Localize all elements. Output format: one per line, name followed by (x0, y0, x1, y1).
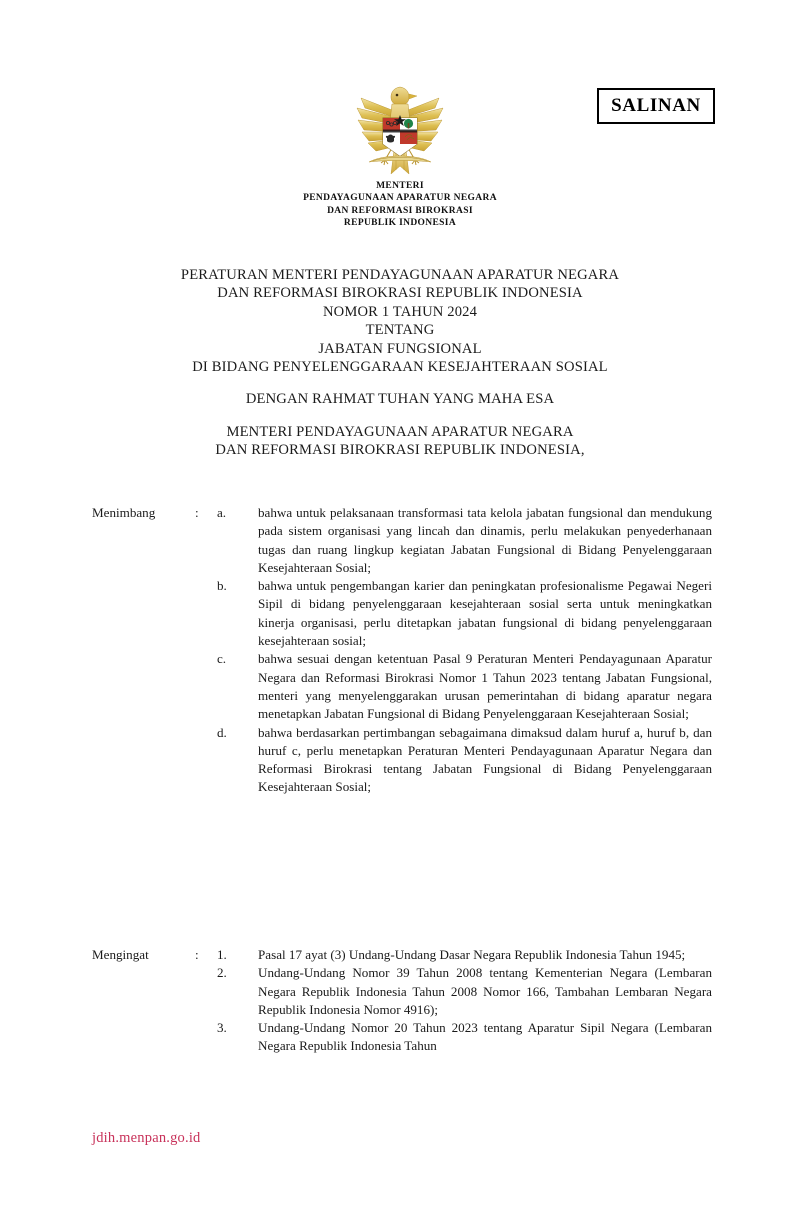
menimbang-text-c: bahwa sesuai dengan ketentuan Pasal 9 Peraturan Menteri Pendayagunaan Aparatur Negara dan Reformasi Birokrasi Nomor 1 Tahun 2023 tentang Jabatan Fungsional, menteri yang menyelenggarakan urusan pemerintahan di bidang aparatur negara menetapkan Jabatan Fungsional di Bidang Penyelenggaraan Kesejahteraan Sosial; (258, 651, 712, 722)
title-line-1: PERATURAN MENTERI PENDAYAGUNAAN APARATUR NEGARA (180, 267, 620, 283)
ministry-header-line-1: MENTERI (376, 181, 424, 191)
ministry-header (0, 180, 800, 230)
menimbang-text-b: bahwa untuk pengembangan karier dan peningkatan profesionalisme Pegawai Negeri Sipil di bidang penyelenggaraan kesejahteraan sosial serta untuk meningkatkan kinerja organisasi, perlu ditetapkan jabatan fungsional di bidang penyelenggaraan kesejahteraan sosial; (258, 578, 712, 649)
menimbang-item-a (92, 504, 712, 577)
mengingat-label: Mengingat (92, 947, 149, 962)
title-spacer-1 (0, 376, 800, 390)
menimbang-marker-d: d. (217, 724, 227, 740)
menimbang-section (92, 504, 712, 797)
mengingat-item-3 (92, 1019, 712, 1056)
mengingat-colon: : (195, 947, 199, 962)
garuda-pancasila-emblem-icon (347, 82, 453, 180)
mengingat-text-1: Pasal 17 ayat (3) Undang-Undang Dasar Negara Republik Indonesia Tahun 1945; (258, 947, 686, 962)
title-tentang: TENTANG (365, 322, 435, 339)
menimbang-marker-b: b. (217, 578, 227, 594)
salinan-stamp-label: SALINAN (611, 95, 701, 116)
mengingat-text-3: Undang-Undang Nomor 20 Tahun 2023 tentang Aparatur Sipil Negara (Lembaran Negara Republik Indonesia Tahun (258, 1020, 712, 1054)
menimbang-item-b (92, 577, 712, 650)
mengingat-marker-3: 3. (217, 1020, 227, 1036)
menimbang-marker-a: a. (217, 505, 227, 520)
mengingat-section (92, 946, 712, 1056)
mengingat-item-1 (92, 946, 712, 964)
mengingat-item-2 (92, 964, 712, 1019)
document-title-block (0, 266, 800, 460)
menimbang-label: Menimbang (92, 505, 156, 520)
title-number: NOMOR 1 TAHUN 2024 (322, 303, 478, 320)
menimbang-colon: : (195, 505, 199, 520)
menimbang-item-d (92, 724, 712, 797)
mengingat-marker-2: 2. (217, 965, 227, 981)
emblem-container (0, 82, 800, 185)
title-spacer-2 (0, 409, 800, 423)
title-line-2: DAN REFORMASI BIROKRASI REPUBLIK INDONESIA (217, 285, 583, 302)
menimbang-text-d: bahwa berdasarkan pertimbangan sebagaimana dimaksud dalam huruf a, huruf b, dan huruf c, perlu menetapkan Peraturan Menteri Pendayagunaan Aparatur Negara dan Reformasi Birokrasi tentang Jabatan Fungsional di Bidang Penyelenggaraan Kesejahteraan Sosial; (258, 724, 712, 795)
menimbang-item-c (92, 650, 712, 723)
authority-line-2: DAN REFORMASI BIROKRASI REPUBLIK INDONESIA, (215, 442, 585, 459)
menimbang-text-a: bahwa untuk pelaksanaan transformasi tata kelola jabatan fungsional dan mendukung pada sistem organisasi yang lincah dan dinamis, perlu melakukan penyederhanaan tugas dan ruang lingkup kegiatan Jabatan Fungsional di Bidang Penyelenggaraan Kesejahteraan Sosial; (258, 505, 712, 575)
mengingat-text-2: Undang-Undang Nomor 39 Tahun 2008 tentang Kementerian Negara (Lembaran Negara Republik Indonesia Tahun 2008 Nomor 166, Tambahan Lembaran Negara Republik Indonesia Nomor 4916); (258, 965, 712, 1017)
jdih-watermark-link[interactable]: jdih.menpan.go.id (92, 1130, 201, 1146)
menimbang-marker-c: c. (217, 651, 227, 667)
title-subject-2: DI BIDANG PENYELENGGARAAN KESEJAHTERAAN SOSIAL (192, 359, 608, 376)
ministry-header-line-3: DAN REFORMASI BIROKRASI (327, 205, 473, 216)
invocation-line: DENGAN RAHMAT TUHAN YANG MAHA ESA (245, 391, 555, 408)
mengingat-marker-1: 1. (217, 947, 227, 962)
title-subject-1: JABATAN FUNGSIONAL (318, 340, 482, 357)
ministry-header-line-2: PENDAYAGUNAAN APARATUR NEGARA (303, 193, 497, 204)
authority-line-1: MENTERI PENDAYAGUNAAN APARATUR NEGARA (226, 423, 574, 440)
ministry-header-line-4: REPUBLIK INDONESIA (343, 218, 457, 229)
